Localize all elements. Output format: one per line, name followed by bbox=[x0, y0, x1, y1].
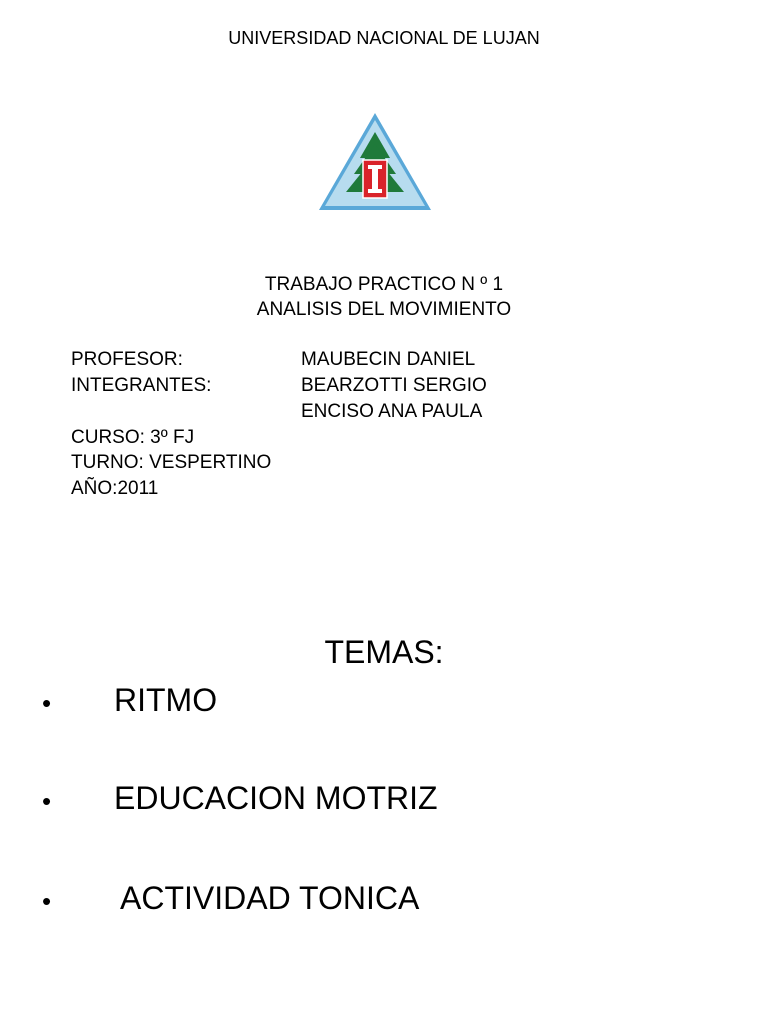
anio-line: AÑO:2011 bbox=[71, 478, 159, 499]
integrante-2: ENCISO ANA PAULA bbox=[301, 401, 483, 422]
turno-line: TURNO: VESPERTINO bbox=[71, 452, 272, 473]
integrante-1: BEARZOTTI SERGIO bbox=[301, 375, 487, 396]
bullet-icon: • bbox=[42, 786, 52, 816]
university-logo-icon bbox=[316, 110, 434, 214]
integrantes-label: INTEGRANTES: bbox=[71, 375, 212, 396]
university-name: UNIVERSIDAD NACIONAL DE LUJAN bbox=[228, 28, 540, 48]
topic-item-ritmo: RITMO bbox=[114, 682, 218, 718]
profesor-label: PROFESOR: bbox=[71, 349, 183, 370]
bullet-icon: • bbox=[42, 886, 52, 916]
assignment-title: TRABAJO PRACTICO N º 1 bbox=[264, 274, 504, 295]
curso-line: CURSO: 3º FJ bbox=[71, 427, 195, 448]
logo-emblem-i bbox=[363, 160, 387, 198]
assignment-subtitle: ANALISIS DEL MOVIMIENTO bbox=[256, 299, 512, 320]
bullet-icon: • bbox=[42, 688, 52, 718]
topic-item-actividad-tonica: ACTIVIDAD TONICA bbox=[120, 880, 420, 916]
topic-item-educacion-motriz: EDUCACION MOTRIZ bbox=[114, 780, 438, 816]
temas-heading: TEMAS: bbox=[324, 634, 444, 670]
profesor-value: MAUBECIN DANIEL bbox=[301, 349, 476, 370]
